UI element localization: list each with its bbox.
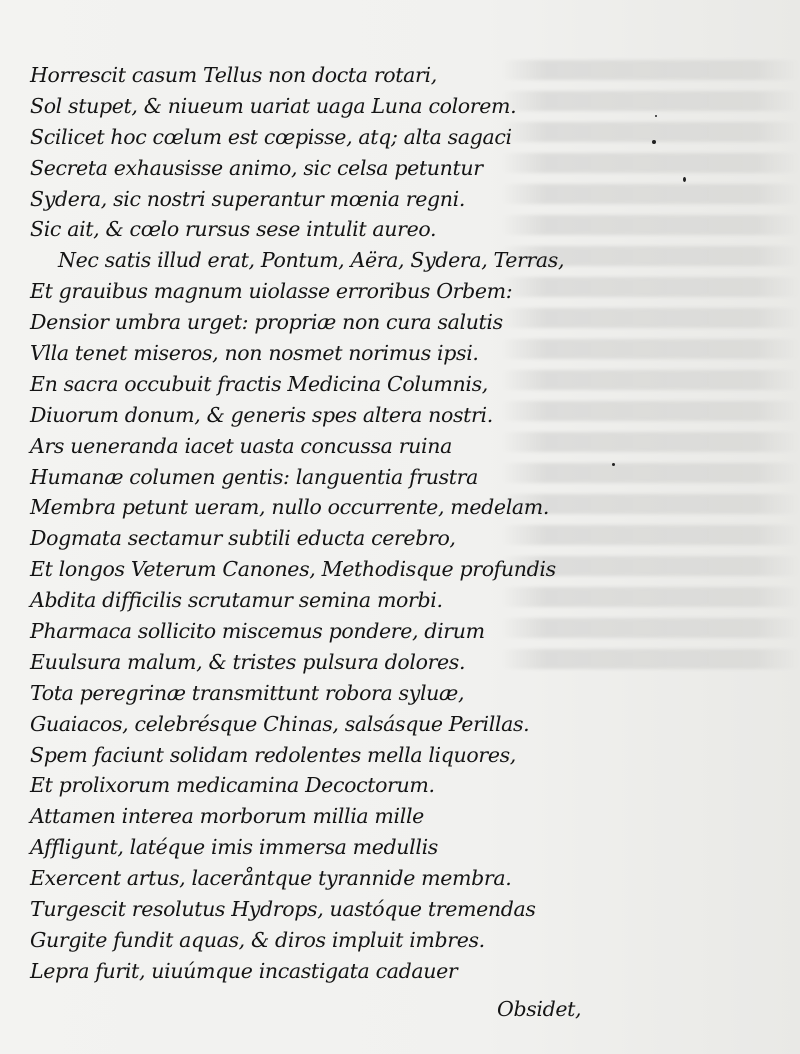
verse-lines <box>30 60 750 987</box>
verse-line: Sydera, sic nostri superantur mœnia regni. <box>30 186 465 211</box>
verse-line: Spem faciunt solidam redolentes mella liquores, <box>30 742 516 767</box>
verse-line: Membra petunt ueram, nullo occurrente, medelam. <box>30 495 550 520</box>
verse-line: Nec satis illud erat, Pontum, Aëra, Sydera, Terras, <box>58 248 565 273</box>
verse-line: Et grauibus magnum uiolasse erroribus Orbem: <box>30 279 513 304</box>
verse-line: Affligunt, latéque imis immersa medullis <box>30 835 438 860</box>
verse-line: En sacra occubuit fractis Medicina Columnis, <box>30 371 488 396</box>
verse-line: Ars ueneranda iacet uasta concussa ruina <box>30 433 452 458</box>
verse-line: Humanæ columen gentis: languentia frustra <box>30 464 478 489</box>
verse-line: Et longos Veterum Canones, Methodisque profundis <box>30 557 556 582</box>
verse-line: Exercent artus, laceråntque tyrannide membra. <box>30 866 512 891</box>
verse-line: Sic ait, & cœlo rursus sese intulit aureo. <box>30 217 437 242</box>
verse-line: Dogmata sectamur subtili educta cerebro, <box>30 526 456 551</box>
verse-line: Vlla tenet miseros, non nosmet norimus ipsi. <box>30 341 479 366</box>
verse-line: Secreta exhausisse animo, sic celsa petuntur <box>30 155 483 180</box>
verse-line: Diuorum donum, & generis spes altera nostri. <box>30 402 493 427</box>
verse-line: Lepra furit, uiuúmque incastigata cadauer <box>30 958 458 983</box>
verse-line: Scilicet hoc cœlum est cœpisse, atq; alta sagaci <box>30 124 512 149</box>
verse-line: Horrescit casum Tellus non docta rotari, <box>30 63 437 87</box>
verse-line: Attamen interea morborum millia mille <box>30 804 424 829</box>
verse-line: Abdita difficilis scrutamur semina morbi. <box>30 588 443 613</box>
verse-line: Turgescit resolutus Hydrops, uastóque tremendas <box>30 897 536 922</box>
verse-line: Sol stupet, & niueum uariat uaga Luna colorem. <box>30 93 517 118</box>
verse-line: Et prolixorum medicamina Decoctorum. <box>30 773 435 798</box>
verse-line: Tota peregrinæ transmittunt robora syluæ, <box>30 680 465 705</box>
verse-line: Gurgite fundit aquas, & diros impluit imbres. <box>30 927 485 952</box>
verse-line: Euulsura malum, & tristes pulsura dolores. <box>30 649 466 674</box>
verse-line: Guaiacos, celebrésque Chinas, salsásque Perillas. <box>30 711 530 736</box>
verse-line: Densior umbra urget: propriæ non cura salutis <box>30 310 503 335</box>
verse-line: Pharmaca sollicito miscemus pondere, dirum <box>30 619 485 644</box>
catchword: Obsidet, <box>497 997 582 1021</box>
